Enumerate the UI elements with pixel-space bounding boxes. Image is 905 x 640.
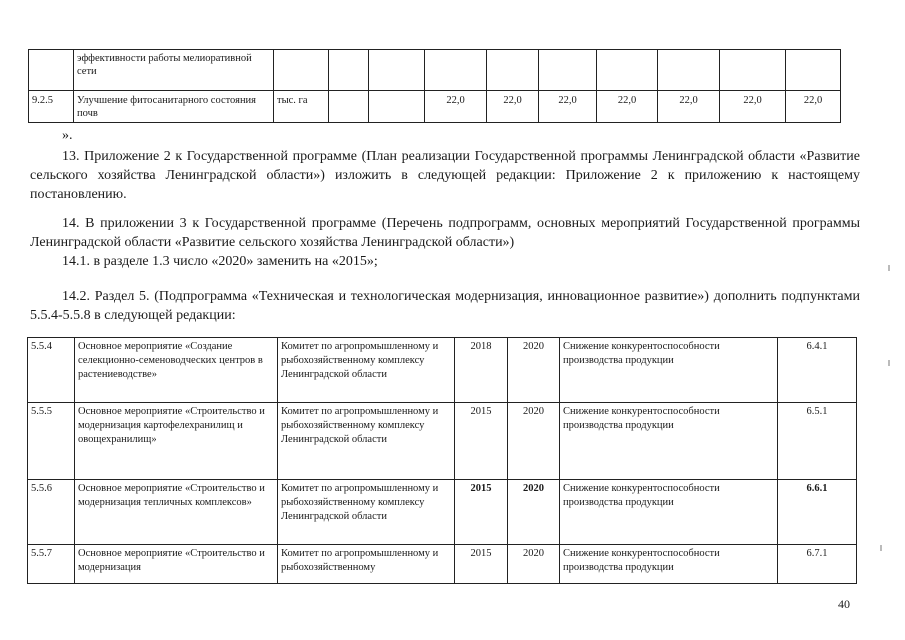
row-number: [29, 50, 74, 91]
closing-quote: ».: [62, 128, 73, 143]
start-year: 2015: [455, 403, 508, 480]
value-cell: 22,0: [786, 91, 841, 123]
indicator-name: Улучшение фитосанитарного состояния почв: [74, 91, 274, 123]
value-cell: [786, 50, 841, 91]
scan-speck: [880, 545, 882, 551]
unit: тыс. га: [274, 91, 329, 123]
event-name: Основное мероприятие «Создание селекционно-семеноводческих центров в растениеводстве»: [75, 338, 278, 403]
value-cell: 22,0: [658, 91, 720, 123]
paragraph-14-2: 14.2. Раздел 5. (Подпрограмма «Техническая и технологическая модернизация, инновационное развитие») дополнить подпунктами 5.5.4-5.5.8 в следующей редакции:: [30, 289, 860, 323]
indicator-code: 6.5.1: [778, 403, 857, 480]
unit: [274, 50, 329, 91]
executor: Комитет по агропромышленному и рыбохозяйственному комплексу Ленинградской области: [278, 480, 455, 545]
value-cell: [425, 50, 487, 91]
row-number: 5.5.4: [28, 338, 75, 403]
executor: Комитет по агропромышленному и рыбохозяйственному комплексу Ленинградской области: [278, 403, 455, 480]
table-row: [29, 50, 841, 91]
end-year: 2020: [508, 480, 560, 545]
top-table: [28, 49, 841, 123]
start-year: 2018: [455, 338, 508, 403]
table-row: [28, 545, 857, 584]
executor: Комитет по агропромышленному и рыбохозяйственному комплексу Ленинградской области: [278, 338, 455, 403]
value-cell: [658, 50, 720, 91]
value-cell: [329, 91, 369, 123]
value-cell: [720, 50, 786, 91]
result: Снижение конкурентоспособности производства продукции: [560, 338, 778, 403]
paragraph-14: 14. В приложении 3 к Государственной программе (Перечень подпрограмм, основных мероприятий Государственной программы Ленинградской области «Развитие сельского хозяйства Ленинградской области»): [30, 216, 860, 250]
table-row: [28, 403, 857, 480]
table-row: [29, 91, 841, 123]
value-cell: [369, 50, 425, 91]
start-year: 2015: [455, 480, 508, 545]
value-cell: [369, 91, 425, 123]
row-number: 5.5.7: [28, 545, 75, 584]
result: Снижение конкурентоспособности производства продукции: [560, 403, 778, 480]
paragraph-13: 13. Приложение 2 к Государственной программе (План реализации Государственной программы Ленинградской области «Развитие сельского хозяйства Ленинградской области») изложить в следующей редакции: Приложение 2 к приложению к настоящему постановлению.: [30, 149, 860, 202]
end-year: 2020: [508, 403, 560, 480]
event-name: Основное мероприятие «Строительство и модернизация картофелехранилищ и овощехранилищ»: [75, 403, 278, 480]
table-row: [28, 338, 857, 403]
value-cell: 22,0: [720, 91, 786, 123]
indicator-code: 6.6.1: [778, 480, 857, 545]
result: Снижение конкурентоспособности производства продукции: [560, 545, 778, 584]
row-number: 5.5.6: [28, 480, 75, 545]
page-number: 40: [838, 597, 850, 611]
result: Снижение конкурентоспособности производства продукции: [560, 480, 778, 545]
value-cell: [539, 50, 597, 91]
value-cell: [329, 50, 369, 91]
value-cell: [597, 50, 658, 91]
scan-speck: [888, 265, 890, 271]
value-cell: [487, 50, 539, 91]
scan-speck: [888, 360, 890, 366]
end-year: 2020: [508, 338, 560, 403]
row-number: 5.5.5: [28, 403, 75, 480]
value-cell: 22,0: [597, 91, 658, 123]
indicator-name: эффективности работы мелиоративной сети: [74, 50, 274, 91]
indicator-code: 6.7.1: [778, 545, 857, 584]
row-number: 9.2.5: [29, 91, 74, 123]
value-cell: 22,0: [425, 91, 487, 123]
indicator-code: 6.4.1: [778, 338, 857, 403]
subprogram-table: [27, 337, 857, 584]
event-name: Основное мероприятие «Строительство и модернизация: [75, 545, 278, 584]
table-row: [28, 480, 857, 545]
value-cell: 22,0: [487, 91, 539, 123]
value-cell: 22,0: [539, 91, 597, 123]
start-year: 2015: [455, 545, 508, 584]
event-name: Основное мероприятие «Строительство и модернизация тепличных комплексов»: [75, 480, 278, 545]
paragraph-14-1: 14.1. в разделе 1.3 число «2020» заменить на «2015»;: [62, 254, 378, 269]
end-year: 2020: [508, 545, 560, 584]
executor: Комитет по агропромышленному и рыбохозяйственному: [278, 545, 455, 584]
